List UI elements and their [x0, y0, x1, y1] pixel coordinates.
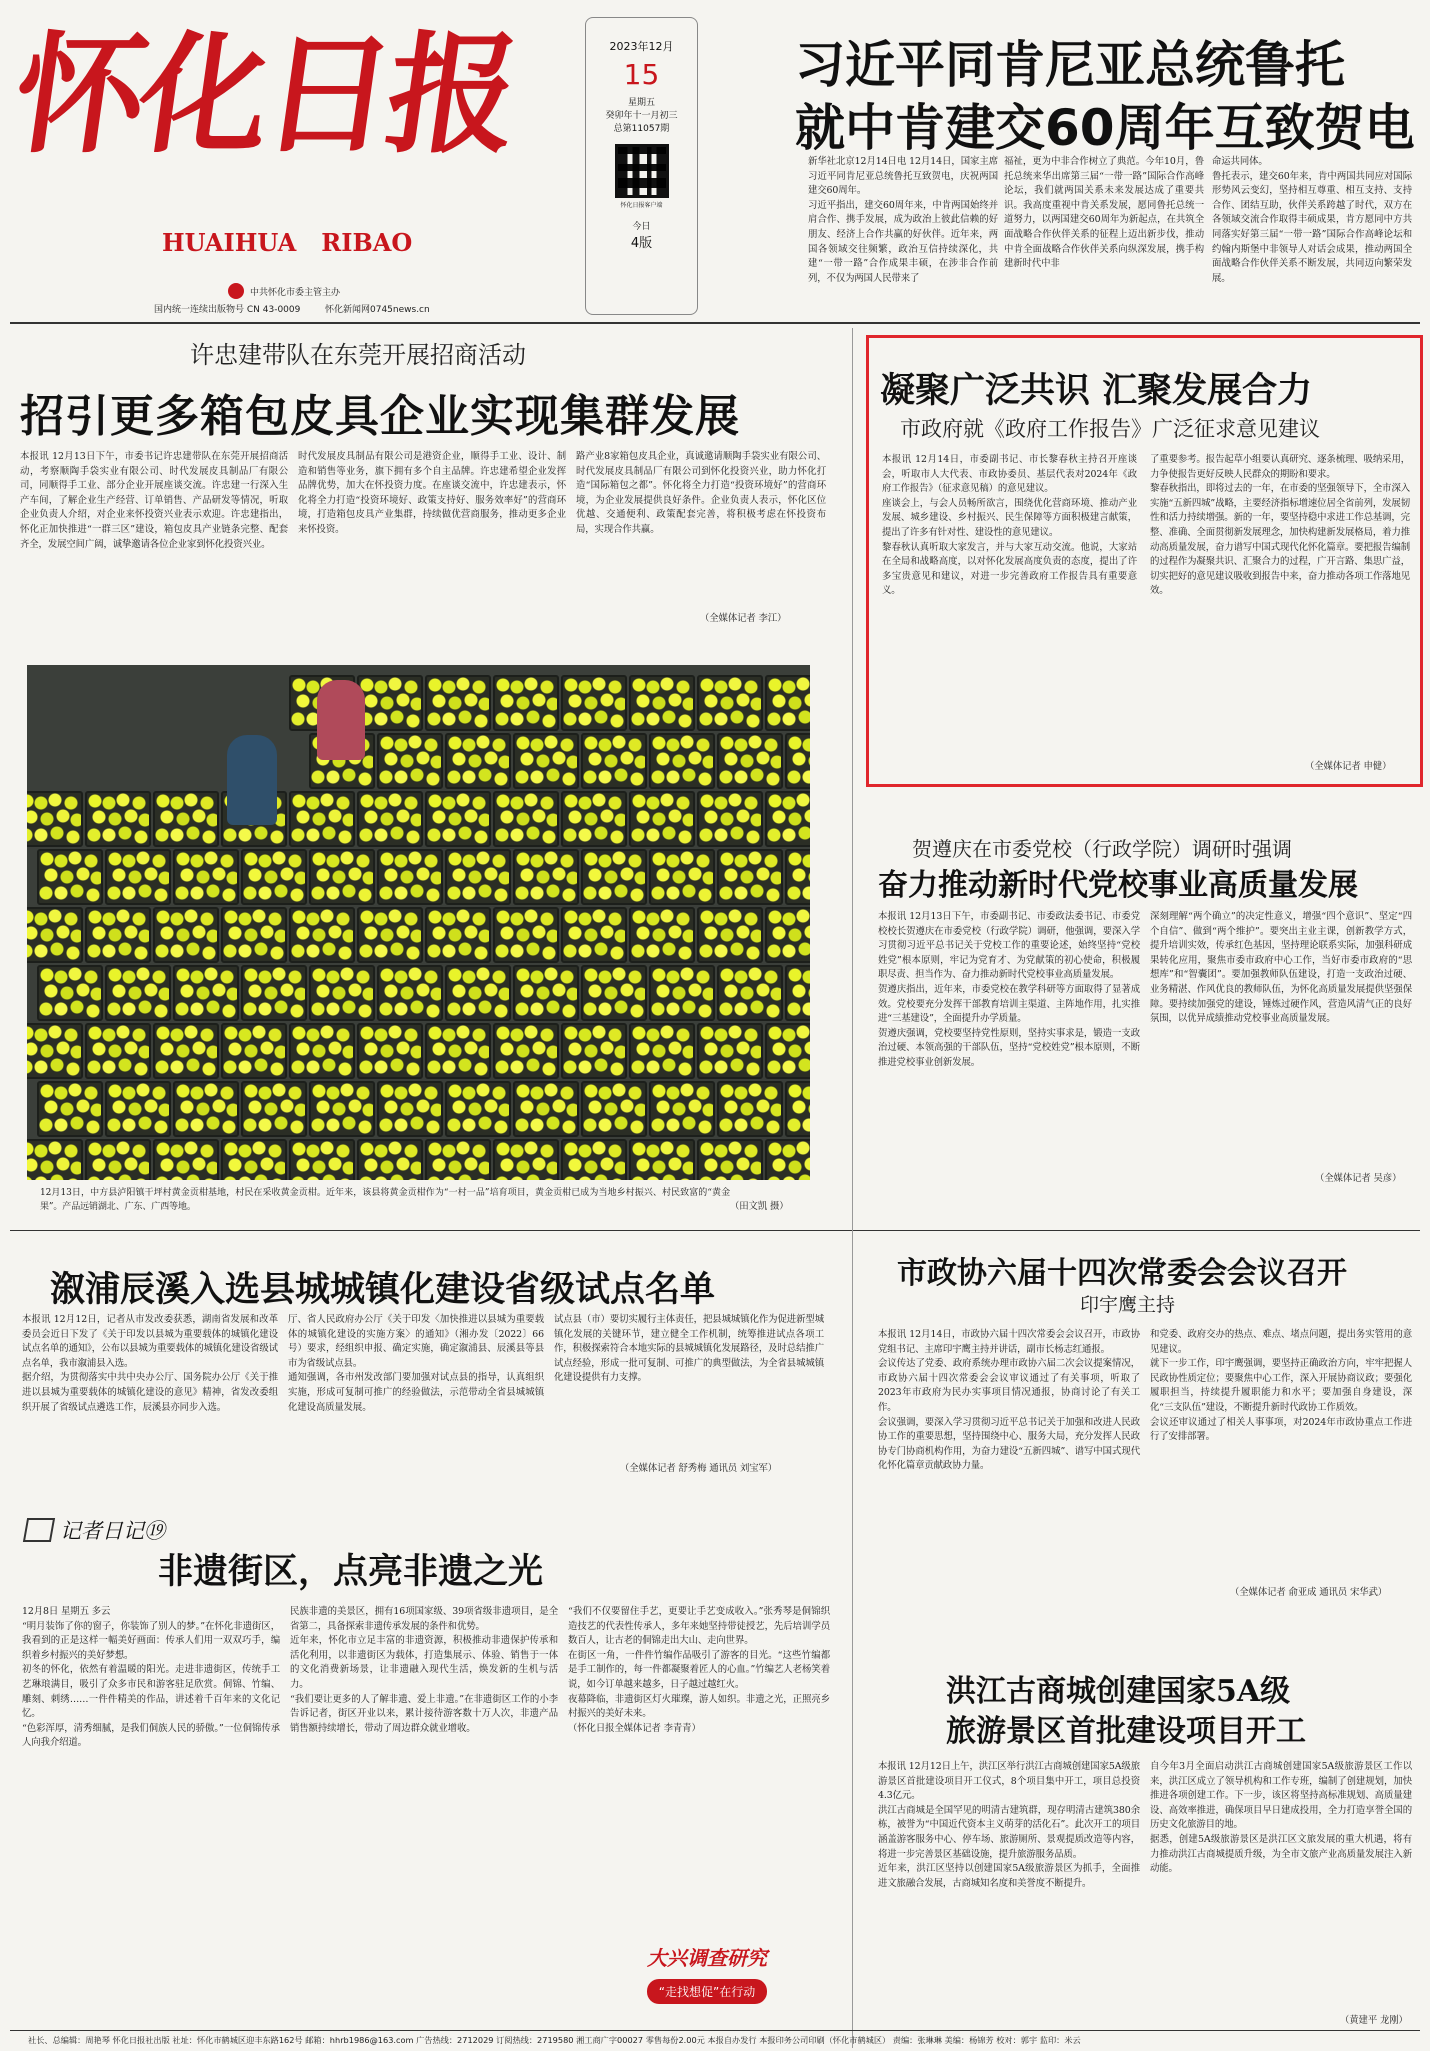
fruit-crate — [357, 791, 423, 847]
photo-caption: 12月13日，中方县泸阳镇干坪村黄金贡柑基地，村民在采收黄金贡柑。近年来，该县将黄金贡柑作为“一村一品”培育项目，黄金贡柑已成为当地乡村振兴、村民致富的“黄金果”。产品远销湖北、广东、广西等地。 — [40, 1188, 730, 1212]
qr-caption: 怀化日报客户端 — [620, 202, 663, 209]
fruit-crate — [27, 791, 83, 847]
story7-col-2: 自今年3月全面启动洪江古商城创建国家5A级旅游景区工作以来，洪江区成立了领导机构和工作专班，编制了创建规划，加快推进各项创建工作。下一步，该区将坚持高标准规划、高质量建设、高效率推进，确保项目早日建成投用，全力打造享誉全国的历史文化旅游目的地。 据悉，创建5A级旅游景区是洪江区文旅发展的重大机遇，将有力推动洪江古商城提质升级，为全市文旅产业高质量发展注入新动能。 — [1150, 1761, 1412, 1875]
story7-headline-line2: 旅游景区首批建设项目开工 — [946, 1714, 1306, 1749]
fruit-crate — [581, 1081, 647, 1137]
story5-headline: 市政协六届十四次常委会会议召开 — [897, 1256, 1347, 1291]
lead-col-1: 新华社北京12月14日电 12月14日，国家主席习近平同肯尼亚总统鲁托互致贺电，庆祝两国建交60周年。 习近平指出，建交60周年来，中肯两国始终并肩合作、携手发展，成为政治上彼此信赖的好朋友、经济上合作共赢的好伙伴。近年来，两国各领域交往频繁，政治互信持续深化，共建“一带一路”合作成果丰硕，在涉非合作前列，不仅为两国人民带来了 — [808, 156, 998, 284]
story4-headline: 溆浦辰溪入选县城城镇化建设省级试点名单 — [50, 1269, 716, 1310]
fruit-crate — [629, 1139, 695, 1180]
fruit-crate — [153, 1023, 219, 1079]
fruit-crate — [785, 733, 810, 789]
promo-line2: “走找想促”在行动 — [647, 1979, 767, 2004]
story6-col-2: 民族非遗的美景区，拥有16项国家级、39项省级非遗项目，是全省第二，具备探索非遗传承发展的条件和优势。 近年来，怀化市立足丰富的非遗资源，积极推动非遗保护传承和活化利用，以非遗街区为载体，打造集展示、体验、销售于一体的文化消费新场景，让非遗融入现代生活，焕发新的生机与活力。 “我们要让更多的人了解非遗、爱上非遗。”在非遗街区工作的小李告诉记者，街区开业以来，累计接待游客数十万人次，非遗产品销售额持续增长，带动了周边群众就业增收。 — [290, 1606, 558, 1734]
lead-headline-line2: 就中肯建交60周年互致贺电 — [795, 99, 1415, 157]
story1-col-3: 路产业8家箱包皮具企业，真诚邀请顺陶手袋实业有限公司、时代发展皮具制品厂有限公司到怀化投资兴业，助力怀化打造“国际箱包之都”。怀化将全力打造“投资环境好”的营商环境，为企业发展提供良好条件。企业负责人表示，怀化区位优越、交通便利、政策配套完善，将积极考虑在怀投资布局，实现合作共赢。 — [576, 451, 826, 535]
story5-sign: （全媒体记者 俞亚成 通讯员 宋华武） — [1230, 1587, 1388, 1598]
fruit-crate — [785, 1081, 810, 1137]
fruit-crate — [309, 1081, 375, 1137]
masthead-pinyin: HUAIHUA RIBAO — [162, 228, 413, 257]
story2-col-1: 本报讯 12月14日，市委副书记、市长黎春秋主持召开座谈会，听取市人大代表、市政协委员、基层代表对2024年《政府工作报告》（征求意见稿）的意见建议。 座谈会上，与会人员畅所欲言，围绕优化营商环境、推动产业发展、城乡建设、乡村振兴、民生保障等方面积极建言献策，提出了许多有针对性、建设性的意见建议。 黎春秋认真听取大家发言，并与大家互动交流。他说，大家站在全局和战略高度，以对怀化发展高度负责的态度，提出了许多宝贵意见和建议，对进一步完善政府工作报告具有重要意义。 — [882, 454, 1137, 597]
fruit-crate — [581, 965, 647, 1021]
fruit-crate — [513, 849, 579, 905]
fruit-crate — [629, 907, 695, 963]
fruit-crate — [765, 791, 810, 847]
fruit-crate — [37, 849, 103, 905]
fruit-crate — [309, 965, 375, 1021]
fruit-crate — [649, 1081, 715, 1137]
fruit-crate — [153, 907, 219, 963]
story1-col-1: 本报讯 12月13日下午，市委书记许忠建带队在东莞开展招商活动，考察顺陶手袋实业有限公司、时代发展皮具制品厂有限公司，同顺得手工业、部分企业开展座谈交流。许忠建一行深入生产车间，了解企业生产经营、订单销售、产品研发等情况，听取企业负责人介绍，对企业来怀投资兴业表示欢迎。许忠建指出，怀化正加快推进“一群三区”建设，箱包皮具产业链条完整、配套齐全，发展空间广阔，诚挚邀请各位企业家到怀化投资兴业。 — [20, 451, 288, 550]
worker-figure — [227, 735, 277, 825]
story5-col-1: 本报讯 12月14日，市政协六届十四次常委会会议召开，市政协党组书记、主席印宇鹰主持并讲话，副市长杨志红通报。 会议传达了党委、政府系统办理市政协六届二次会议提案情况，市政协六届十四次常委会会议审议通过了有关事项，听取了2023年市政府为民办实事项目情况通报，协商讨论了有关工作。 会议强调，要深入学习贯彻习近平总书记关于加强和改进人民政协工作的重要思想，坚持围绕中心、服务大局，充分发挥人民政协专门协商机构作用，为奋力建设“五新四城”、谱写中国式现代化怀化篇章贡献政协力量。 — [878, 1329, 1140, 1472]
fruit-crate — [445, 1081, 511, 1137]
fruit-crate — [717, 1081, 783, 1137]
story1-headline: 招引更多箱包皮具企业实现集群发展 — [20, 391, 740, 442]
worker-figure — [317, 680, 365, 760]
fruit-crate — [377, 849, 443, 905]
fruit-crate — [561, 675, 627, 731]
fruit-crate — [85, 791, 151, 847]
mid-divider — [10, 1230, 1420, 1231]
fruit-crate — [629, 1023, 695, 1079]
story1-pre-headline: 许忠建带队在东莞开展招商活动 — [190, 341, 526, 369]
fruit-crate — [425, 1139, 491, 1180]
story7-sign: （黄建平 龙刚） — [1340, 2015, 1408, 2026]
fruit-crate — [289, 791, 355, 847]
fruit-crate — [241, 849, 307, 905]
fruit-crate — [425, 791, 491, 847]
fruit-crate — [581, 849, 647, 905]
fruit-crate — [153, 1139, 219, 1180]
story6-col-1: 12月8日 星期五 多云 “明月装饰了你的窗子，你装饰了别人的梦。”在怀化非遗街区，我看到的正是这样一幅美好画面：传承人们用一双双巧手，编织着乡村振兴的美好梦想。 初冬的怀化，依然有着温暖的阳光。走进非遗街区，传统手工艺琳琅满目，吸引了众多市民和游客驻足欣赏。侗锦、竹编、雕刻、刺绣……一件件精美的作品，讲述着千百年来的文化记忆。 “色彩浑厚，清秀细腻，是我们侗族人民的骄傲。”一位侗锦传承人向我介绍道。 — [22, 1606, 280, 1749]
fruit-crate — [493, 791, 559, 847]
fruit-crate — [289, 907, 355, 963]
fruit-crate — [221, 1139, 287, 1180]
fruit-crate — [309, 849, 375, 905]
story3-col-2: 深刻理解“两个确立”的决定性意义，增强“四个意识”、坚定“四个自信”、做到“两个维护”。要突出主业主课，创新教学方式，提升培训实效，传承红色基因，坚持理论联系实际，加强科研成果转化应用，聚焦市委市政府中心工作，当好市委市政府的“思想库”和“智囊团”。要加强教师队伍建设，打造一支政治过硬、业务精湛、作风优良的教师队伍，为怀化高质量发展提供坚强保障。要持续加强党的建设，锤炼过硬作风，营造风清气正的良好氛围，以优异成绩推动党校事业高质量发展。 — [1150, 911, 1412, 1025]
fruit-crate — [697, 675, 763, 731]
fruit-crate — [561, 1139, 627, 1180]
fruit-crate — [357, 675, 423, 731]
date-weekday: 星期五 — [627, 98, 655, 108]
fruit-crate — [27, 1139, 83, 1180]
pen-diary-icon — [23, 1518, 55, 1542]
party-logo-icon — [228, 283, 244, 299]
fruit-crate — [649, 733, 715, 789]
fruit-crate — [377, 1081, 443, 1137]
fruit-crate — [561, 907, 627, 963]
story6-col-3: “我们不仅要留住手艺，更要让手艺变成收入。”张秀琴是侗锦织造技艺的代表性传承人，多年来她坚持带徒授艺，先后培训学员数百人，让古老的侗锦走出大山、走向世界。 在街区一角，一件件竹编作品吸引了游客的目光。“这些竹编都是手工制作的，每一件都凝聚着匠人的心血。”竹编艺人老杨笑着说，如今订单越来越多，日子越过越红火。 夜幕降临，非遗街区灯火璀璨，游人如织。非遗之光，正照亮乡村振兴的美好未来。 （怀化日报全媒体记者 李青青） — [568, 1606, 830, 1734]
fruit-crate — [221, 1023, 287, 1079]
fruit-crate — [629, 791, 695, 847]
fruit-crate — [105, 849, 171, 905]
fruit-crate — [493, 1023, 559, 1079]
date-issue: 总第11057期 — [613, 124, 670, 134]
fruit-crate — [377, 965, 443, 1021]
fruit-crate — [445, 849, 511, 905]
header-divider — [10, 322, 1420, 324]
column-divider — [852, 328, 853, 2048]
masthead-website: 怀化新闻网0745news.cn — [325, 305, 430, 315]
lead-headline-line1: 习近平同肯尼亚总统鲁托 — [795, 36, 1345, 94]
masthead-cn-number: 国内统一连续出版物号 CN 43-0009 — [154, 305, 301, 315]
fruit-crate — [357, 1023, 423, 1079]
fruit-crate — [765, 907, 810, 963]
story6-badge: 记者日记⑲ — [60, 1519, 165, 1543]
qr-code-icon[interactable] — [615, 144, 669, 198]
story6-headline: 非遗街区，点亮非遗之光 — [158, 1551, 544, 1592]
story2-sign: （全媒体记者 申健） — [1305, 761, 1392, 772]
fruit-crate — [697, 907, 763, 963]
fruit-crate — [765, 675, 810, 731]
fruit-crate — [493, 907, 559, 963]
fruit-crate — [425, 675, 491, 731]
fruit-crate — [513, 965, 579, 1021]
fruit-crate — [493, 675, 559, 731]
story5-col-2: 和党委、政府交办的热点、难点、堵点问题，提出务实管用的意见建议。 就下一步工作，印宇鹰强调，要坚持正确政治方向，牢牢把握人民政协性质定位；要聚焦中心工作，深入开展协商议政；要强化履职担当，持续提升履职能力和水平；要加强自身建设，深化“三支队伍”建设，不断提升新时代政协工作质效。 会议还审议通过了相关人事事项，对2024年市政协重点工作进行了安排部署。 — [1150, 1329, 1412, 1443]
fruit-crate — [37, 1081, 103, 1137]
fruit-crate — [629, 675, 695, 731]
story4-col-2: 厅、省人民政府办公厅《关于印发〈加快推进以县城为重要载体的城镇化建设的实施方案〉的通知》（湘办发〔2022〕66号）要求，经组织申报、确定实施，确定溆浦县、辰溪县等县市为省级试点县。 通知强调，各市州发改部门要加强对试点县的指导，认真组织实施，形成可复制可推广的经验做法，示范带动全省县城城镇化建设高质量发展。 — [288, 1314, 544, 1413]
pages-count: 4版 — [630, 236, 653, 251]
fruit-crate — [697, 1023, 763, 1079]
fruit-crate — [153, 791, 219, 847]
date-day: 15 — [623, 58, 660, 91]
fruit-crate — [717, 733, 783, 789]
footer-divider — [10, 2030, 1420, 2031]
fruit-crate — [173, 965, 239, 1021]
story1-sign: （全媒体记者 李江） — [700, 613, 787, 624]
fruit-crate — [105, 1081, 171, 1137]
fruit-crate — [697, 791, 763, 847]
fruit-crate — [717, 965, 783, 1021]
fruit-crate — [425, 907, 491, 963]
fruit-crate — [513, 733, 579, 789]
fruit-crate — [445, 965, 511, 1021]
story1-col-2: 时代发展皮具制品有限公司是港资企业，顺得手工业、设计、制造和销售等业务，旗下拥有多个自主品牌。许忠建希望企业发挥品牌优势，加大在怀投资力度。在座谈交流中，许忠建表示，怀化将全力打造“投资环境好、政策支持好、服务效率好”的营商环境，打造箱包皮具产业集群，持续做优营商服务，推动更多企业来怀投资。 — [298, 451, 566, 535]
story4-sign: （全媒体记者 舒秀梅 通讯员 刘宝军） — [620, 1463, 778, 1474]
fruit-crate — [85, 1139, 151, 1180]
fruit-crate — [289, 1023, 355, 1079]
fruit-crate — [241, 965, 307, 1021]
lead-col-2: 福祉，更为中非合作树立了典范。今年10月，鲁托总统来华出席第三届“一带一路”国际合作高峰论坛，我们就两国关系未来发展达成了重要共识。我高度重视中肯关系发展，愿同鲁托总统一道努力，以两国建交60周年为新起点，在共筑全面战略合作伙伴关系的征程上迈出新步伐，推动中肯全面战略合作伙伴关系向纵深发展，携手构建新时代中非 — [1004, 156, 1204, 270]
story4-col-3: 试点县（市）要切实履行主体责任，把县城城镇化作为促进新型城镇化发展的关键环节，建立健全工作机制，统筹推进试点各项工作，积极探索符合本地实际的县城城镇化发展路径，及时总结推广试点经验，形成一批可复制、可推广的典型做法，为全省县城城镇化建设提供有力支撑。 — [554, 1314, 824, 1384]
masthead-title: 怀化日报 — [5, 18, 523, 171]
story3-col-1: 本报讯 12月13日下午，市委副书记、市委政法委书记、市委党校校长贺遵庆在市委党校（行政学院）调研，他强调，要深入学习贯彻习近平总书记关于党校工作的重要论述，始终坚持“党校姓党”根本原则，牢记为党育才、为党献策的初心使命，积极履职尽责、担当作为、奋力推动新时代党校事业高质量发展。 贺遵庆指出，近年来，市委党校在教学科研等方面取得了显著成效。党校要充分发挥干部教育培训主渠道、主阵地作用，扎实推进“三基建设”，全面提升办学质量。 贺遵庆强调，党校要坚持党性原则，坚持实事求是，锻造一支政治过硬、本领高强的干部队伍，坚持“党校姓党”根本原则，不断推进党校事业创新发展。 — [878, 911, 1140, 1068]
fruit-crate — [85, 907, 151, 963]
fruit-crate — [27, 1023, 83, 1079]
fruit-crate — [765, 1023, 810, 1079]
story2-subtitle: 市政府就《政府工作报告》广泛征求意见建议 — [900, 417, 1320, 441]
story7-col-1: 本报讯 12月12日上午，洪江区举行洪江古商城创建国家5A级旅游景区首批建设项目开工仪式，8个项目集中开工，项目总投资4.3亿元。 洪江古商城是全国罕见的明清古建筑群，现存明清古建筑380余栋，被誉为“中国近代资本主义萌芽的活化石”。此次开工的项目涵盖游客服务中心、停车场、旅游厕所、景观提质改造等内容，将进一步完善景区基础设施，提升旅游服务品质。 近年来，洪江区坚持以创建国家5A级旅游景区为抓手，全面推进文旅融合发展，古商城知名度和美誉度不断提升。 — [878, 1761, 1140, 1889]
fruit-crate — [241, 1081, 307, 1137]
survey-promo — [612, 1942, 802, 2012]
fruit-crate — [581, 733, 647, 789]
story2-col-2: 了重要参考。报告起草小组要认真研究、逐条梳理、吸纳采用，力争使报告更好反映人民群众的期盼和要求。 黎春秋指出，即将过去的一年，在市委的坚强领导下，全市深入实施“五新四城”战略，主要经济指标增速位居全省前列，发展韧性和活力持续增强。新的一年，要坚持稳中求进工作总基调，完整、准确、全面贯彻新发展理念，加快构建新发展格局，着力推动高质量发展，奋力谱写中国式现代化怀化篇章。要把报告编制的过程作为凝聚共识、汇聚合力的过程，广开言路、集思广益，切实把好的意见建议吸收到报告中来，奋力推动各项工作落地见效。 — [1150, 454, 1410, 597]
story3-headline: 奋力推动新时代党校事业高质量发展 — [878, 868, 1358, 903]
fruit-crate — [765, 1139, 810, 1180]
date-box — [585, 17, 698, 315]
photo-credit: （田文凯 摄） — [730, 1201, 789, 1212]
fruit-crate — [561, 791, 627, 847]
fruit-crate — [717, 849, 783, 905]
fruit-crate — [561, 1023, 627, 1079]
fruit-crate — [37, 965, 103, 1021]
lead-col-3: 命运共同体。 鲁托表示，建交60年来，肯中两国共同应对国际形势风云变幻，坚持相互尊重、相互支持、支持合作、团结互助，伙伴关系跨越了时代，双方在各领域交流合作取得丰硕成果，肯方愿同中方共同落实好第三届“一带一路”国际合作高峰论坛和约翰内斯堡中非领导人对话会成果，推动两国全面战略合作伙伴关系不断发展，共同迈向繁荣发展。 — [1212, 156, 1412, 284]
fruit-crate — [649, 965, 715, 1021]
fruit-crate — [785, 849, 810, 905]
story5-subtitle: 印宇鹰主持 — [1080, 1294, 1176, 1316]
fruit-crate — [493, 1139, 559, 1180]
fruit-crate — [425, 1023, 491, 1079]
fruit-crate — [105, 965, 171, 1021]
footer-imprint: 社长、总编辑：周艳琴 怀化日报社出版 社址：怀化市鹤城区迎丰东路162号 邮箱：hhrb1986@163.com 广告热线：2712029 订阅热线：2719580 湘工商广字00027 零售每份2.00元 本报自办发行 本报印务公司印刷（怀化市鹤城区） 责编：张琳琳 美编：杨锦芳 校对：郭宇 监印：米云 — [28, 2035, 1081, 2045]
story7-headline-line1: 洪江古商城创建国家5A级 — [946, 1674, 1291, 1709]
fruit-crate — [27, 907, 83, 963]
fruit-crate — [785, 965, 810, 1021]
story3-sign: （全媒体记者 吴彦） — [1315, 1173, 1402, 1184]
fruit-crate — [649, 849, 715, 905]
fruit-crate — [173, 849, 239, 905]
fruit-crate — [221, 907, 287, 963]
fruit-crate — [173, 1081, 239, 1137]
news-photo-orange-harvest — [27, 665, 810, 1180]
fruit-crate — [289, 1139, 355, 1180]
date-year-month: 2023年12月 — [609, 40, 674, 53]
fruit-crate — [85, 1023, 151, 1079]
fruit-crate — [357, 1139, 423, 1180]
today-label: 今日 — [632, 222, 651, 232]
masthead-sponsor: 中共怀化市委主管主办 — [250, 288, 341, 298]
story2-headline: 凝聚广泛共识 汇聚发展合力 — [880, 370, 1313, 411]
fruit-crate — [357, 907, 423, 963]
story4-col-1: 本报讯 12月12日，记者从市发改委获悉，湖南省发展和改革委员会近日下发了《关于印发以县城为重要载体的城镇化建设试点名单的通知》，公布以县城为重要载体的城镇化建设省级试点名单，我市溆浦县入选。 据介绍，为贯彻落实中共中央办公厅、国务院办公厅《关于推进以县城为重要载体的城镇化建设的意见》精神，省发改委组织开展了省级试点遴选工作，辰溪县亦同步入选。 — [22, 1314, 278, 1413]
fruit-crate — [513, 1081, 579, 1137]
fruit-crate — [445, 733, 511, 789]
fruit-crate — [377, 733, 443, 789]
promo-line1: 大兴调查研究 — [647, 1946, 767, 1970]
fruit-crate — [697, 1139, 763, 1180]
story3-pre-headline: 贺遵庆在市委党校（行政学院）调研时强调 — [912, 837, 1292, 861]
date-lunar: 癸卯年十一月初三 — [605, 111, 678, 121]
